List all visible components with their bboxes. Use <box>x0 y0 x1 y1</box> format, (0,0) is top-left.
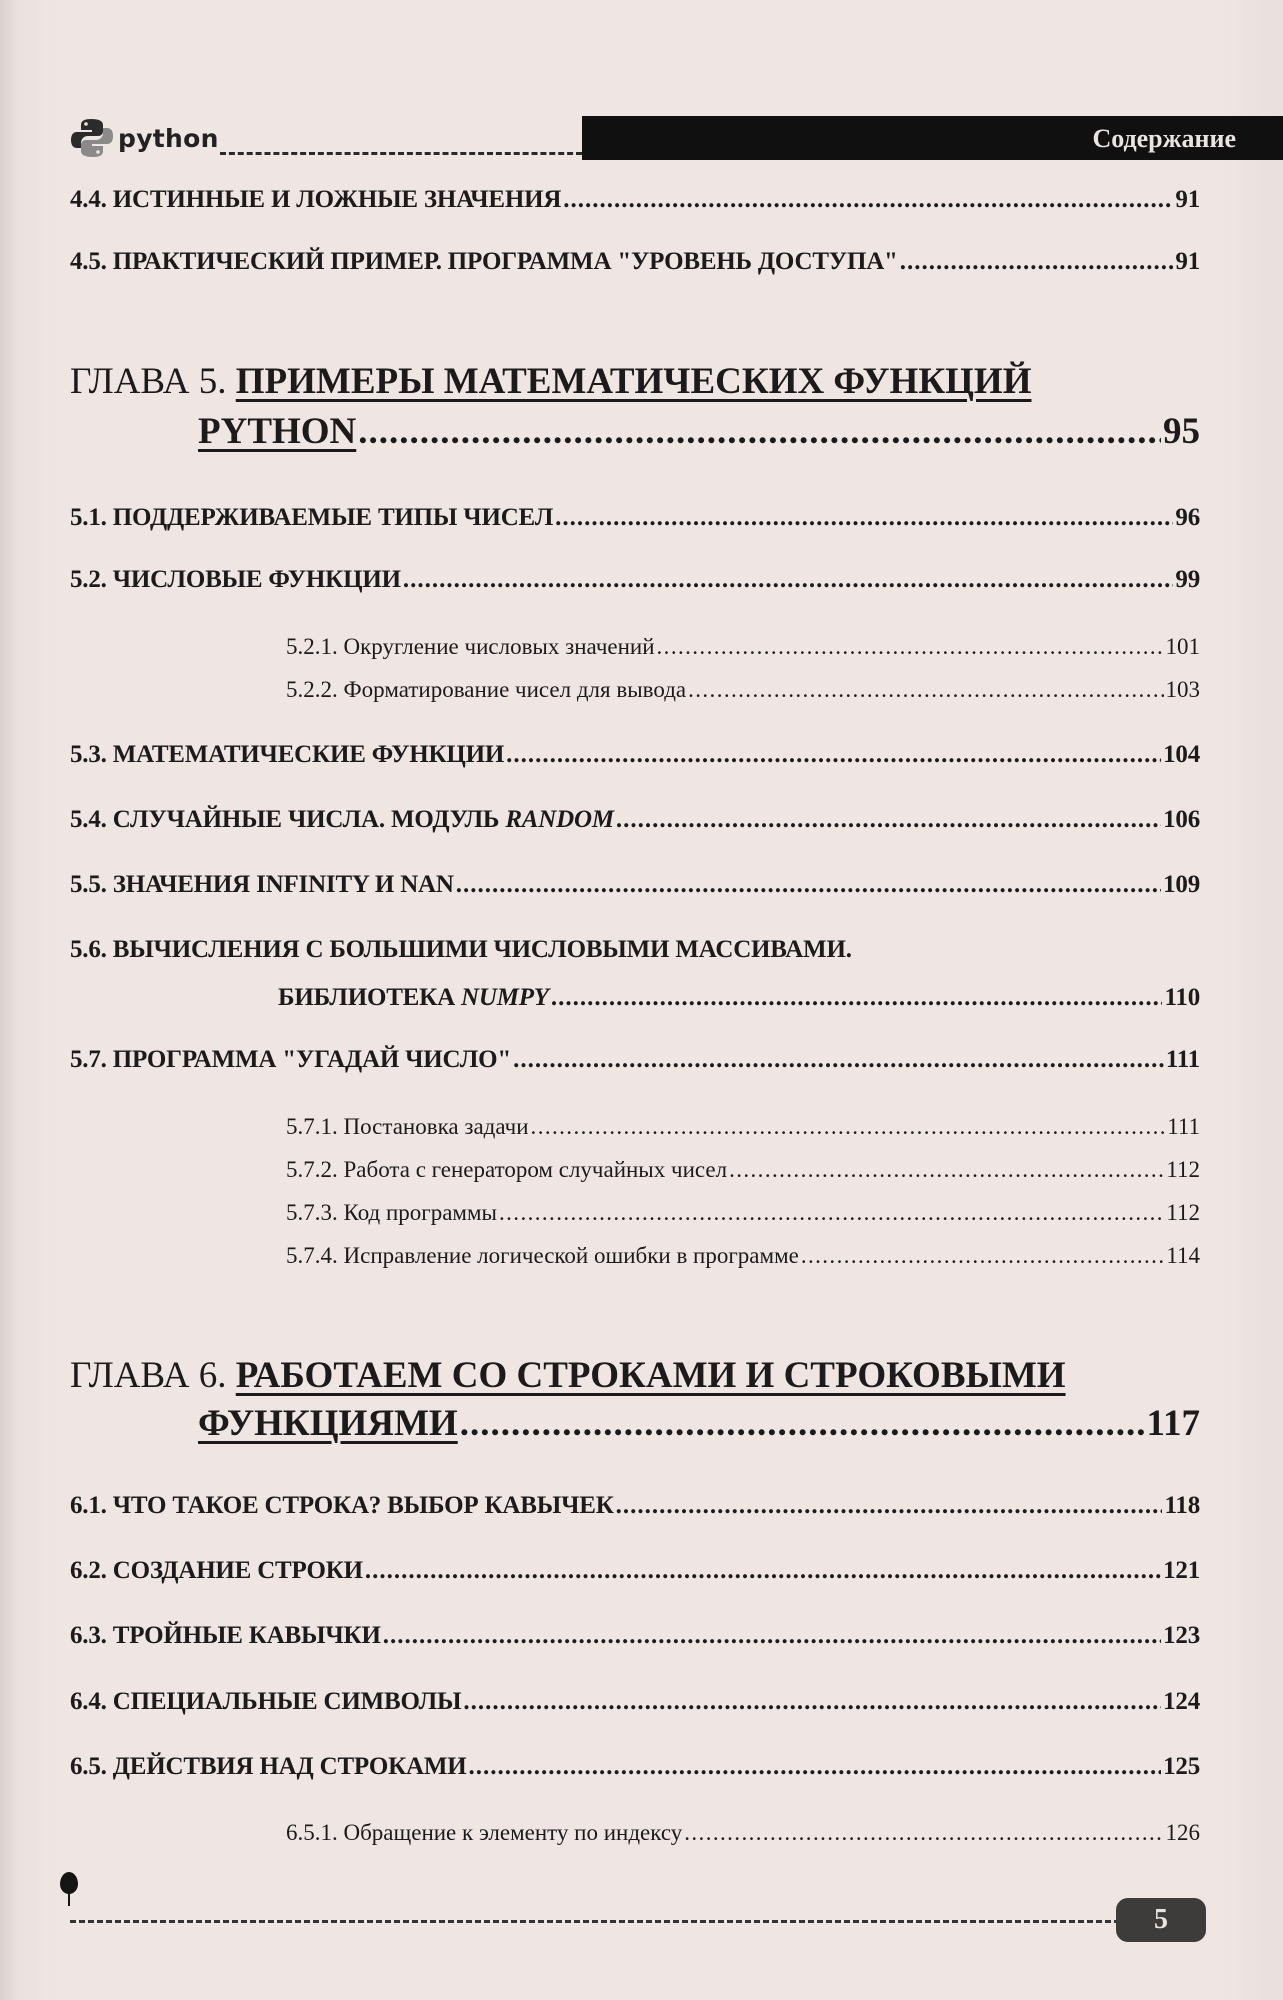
chapter-heading[interactable] <box>70 1354 1200 1397</box>
toc-entry[interactable]: 5.6. ВЫЧИСЛЕНИЯ С БОЛЬШИМИ ЧИСЛОВЫМИ МАССИВАМИ. <box>70 936 852 963</box>
page-number: 96 <box>1175 504 1200 531</box>
chapter-heading-continuation[interactable] <box>70 1402 1200 1445</box>
toc-entry[interactable]: 4.4. ИСТИННЫЕ И ЛОЖНЫЕ ЗНАЧЕНИЯ ..... 91 <box>70 186 1200 214</box>
toc-entry[interactable]: 5.2. ЧИСЛОВЫЕ ФУНКЦИИ ..... 99 <box>70 566 1200 594</box>
page-number: 114 <box>1166 1243 1200 1268</box>
toc-subentry[interactable]: 5.2.2. Форматирование чисел для вывода ..... 103 <box>70 677 1200 703</box>
toc-entry[interactable]: 6.1. ЧТО ТАКОЕ СТРОКА? ВЫБОР КАВЫЧЕК ..... 118 <box>70 1492 1200 1520</box>
chapter-title: PYTHON <box>198 411 357 452</box>
pin-icon <box>60 1872 78 1894</box>
dot-leader <box>657 634 1164 660</box>
page-number: 106 <box>1163 806 1200 833</box>
dot-leader <box>460 1402 1145 1445</box>
dot-leader <box>456 871 1161 899</box>
page-number: 109 <box>1163 871 1200 898</box>
section-title: Содержание <box>1092 124 1236 153</box>
chapter-heading-continuation[interactable] <box>70 410 1200 453</box>
dot-leader <box>563 186 1173 214</box>
toc-entry-continuation[interactable]: БИБЛИОТЕКА NUMPY ..... 110 <box>70 984 1200 1012</box>
toc-entry[interactable]: 6.3. ТРОЙНЫЕ КАВЫЧКИ ..... 123 <box>70 1622 1200 1650</box>
dot-leader <box>403 566 1174 594</box>
dot-leader <box>551 984 1163 1012</box>
page-number: 112 <box>1166 1157 1200 1182</box>
chapter-prefix: ГЛАВА 6. <box>70 1355 227 1396</box>
dot-leader <box>506 741 1161 769</box>
dot-leader <box>463 1688 1161 1716</box>
page-number: 126 <box>1165 1820 1200 1845</box>
toc-subentry[interactable]: 5.2.1. Округление числовых значений ..... 101 <box>70 634 1200 660</box>
page-number: 91 <box>1175 248 1200 275</box>
dot-leader <box>513 1046 1164 1074</box>
page-number: 101 <box>1165 634 1200 659</box>
dot-leader <box>531 1114 1166 1140</box>
page-number: 123 <box>1163 1622 1200 1649</box>
toc-subentry[interactable]: 5.7.2. Работа с генератором случайных чисел ..... 112 <box>70 1157 1200 1183</box>
toc-subentry[interactable]: 5.7.4. Исправление логической ошибки в программе ..... 114 <box>70 1243 1200 1269</box>
toc-entry[interactable]: 6.5. ДЕЙСТВИЯ НАД СТРОКАМИ ..... 125 <box>70 1753 1200 1781</box>
toc-entry[interactable]: 5.1. ПОДДЕРЖИВАЕМЫЕ ТИПЫ ЧИСЕЛ ..... 96 <box>70 504 1200 532</box>
toc-subentry[interactable]: 5.7.3. Код программы ..... 112 <box>70 1200 1200 1226</box>
python-logo <box>70 116 219 160</box>
chapter-title: ФУНКЦИЯМИ <box>198 1403 458 1444</box>
dot-leader <box>383 1622 1161 1650</box>
toc-subentry[interactable]: 5.7.1. Постановка задачи ..... 111 <box>70 1114 1200 1140</box>
toc-entry[interactable]: 6.2. СОЗДАНИЕ СТРОКИ ..... 121 <box>70 1557 1200 1585</box>
chapter-title: РАБОТАЕМ СО СТРОКАМИ И СТРОКОВЫМИ <box>235 1355 1066 1396</box>
page-number: 110 <box>1164 984 1200 1011</box>
page-header <box>70 112 1283 162</box>
dot-leader <box>499 1200 1164 1226</box>
logo-text: python <box>118 123 219 153</box>
toc-entry[interactable]: 5.7. ПРОГРАММА "УГАДАЙ ЧИСЛО" ..... 111 <box>70 1046 1200 1074</box>
dot-leader <box>801 1243 1165 1269</box>
toc-subentry[interactable]: 6.5.1. Обращение к элементу по индексу ..... 126 <box>70 1820 1200 1846</box>
header-bar <box>582 116 1283 160</box>
chapter-prefix: ГЛАВА 5. <box>70 361 227 402</box>
toc-entry[interactable]: 5.5. ЗНАЧЕНИЯ INFINITY И NAN ..... 109 <box>70 871 1200 899</box>
python-snake-icon <box>70 116 114 160</box>
page-number: 95 <box>1163 411 1200 452</box>
dot-leader <box>358 410 1161 453</box>
chapter-title: ПРИМЕРЫ МАТЕМАТИЧЕСКИХ ФУНКЦИЙ <box>235 361 1032 402</box>
page-number: 121 <box>1163 1557 1200 1584</box>
page-number: 124 <box>1163 1688 1200 1715</box>
page-number: 111 <box>1165 1046 1200 1073</box>
page-number-badge <box>1116 1898 1206 1942</box>
page-number: 91 <box>1175 186 1200 213</box>
page-number: 103 <box>1165 677 1200 702</box>
footer-dotted-rule <box>70 1920 1120 1923</box>
dot-leader <box>616 1492 1163 1520</box>
page-number: 118 <box>1164 1492 1200 1519</box>
dot-leader <box>684 1820 1163 1846</box>
toc-entry[interactable]: 6.4. СПЕЦИАЛЬНЫЕ СИМВОЛЫ ..... 124 <box>70 1688 1200 1716</box>
dot-leader <box>900 248 1174 276</box>
footer-page-number: 5 <box>1154 1904 1168 1935</box>
chapter-heading[interactable] <box>70 360 1200 403</box>
page-number: 125 <box>1163 1753 1200 1780</box>
header-dotted-rule <box>220 152 582 155</box>
page-number: 117 <box>1146 1403 1200 1444</box>
dot-leader <box>365 1557 1161 1585</box>
toc-entry[interactable]: 5.3. МАТЕМАТИЧЕСКИЕ ФУНКЦИИ ..... 104 <box>70 741 1200 769</box>
page-number: 99 <box>1175 566 1200 593</box>
page-number: 111 <box>1167 1114 1200 1139</box>
dot-leader <box>688 677 1163 703</box>
dot-leader <box>616 806 1161 834</box>
dot-leader <box>555 504 1173 532</box>
toc-entry[interactable]: 5.4. СЛУЧАЙНЫЕ ЧИСЛА. МОДУЛЬ RANDOM ..... 106 <box>70 806 1200 834</box>
dot-leader <box>469 1753 1162 1781</box>
page-number: 112 <box>1166 1200 1200 1225</box>
page-number: 104 <box>1163 741 1200 768</box>
dot-leader <box>729 1157 1164 1183</box>
toc-entry[interactable]: 4.5. ПРАКТИЧЕСКИЙ ПРИМЕР. ПРОГРАММА "УРОВЕНЬ ДОСТУПА" ..... 91 <box>70 248 1200 276</box>
